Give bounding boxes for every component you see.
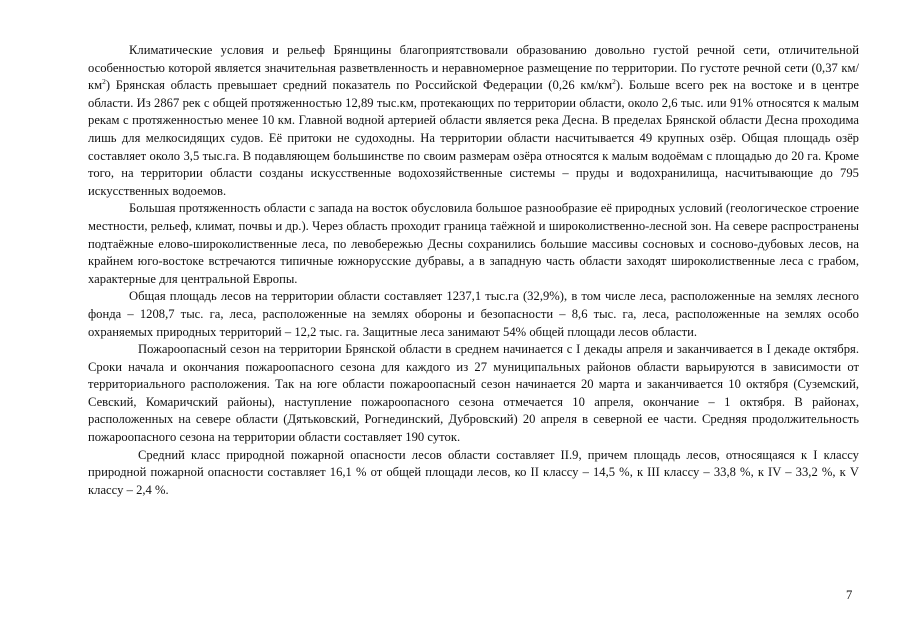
document-body [88,42,859,499]
paragraph-fire-season: Пожароопасный сезон на территории Брянской области в среднем начинается с I декады апреля и заканчивается в I декаде октября. Сроки начала и окончания пожароопасного сезона для каждого из 27 муниципальных районов области варьируются в зависимости от территориального расположения. Так на юге области пожароопасный сезон начинается 20 марта и заканчивается 10 октября (Суземский, Севский, Комаричский районы), наступление пожароопасного сезона отмечается 10 апреля, окончание – 1 октября. В районах, расположенных на севере области (Дятьковский, Рогнединский, Дубровский) 20 апреля в северной ее части. Средняя продолжительность пожароопасного сезона на территории области составляет 190 суток. [88,342,859,445]
superscript: 2 [102,77,106,87]
paragraph-forest-area: Общая площадь лесов на территории области составляет 1237,1 тыс.га (32,9%), в том числе леса, расположенные на землях лесного фонда – 1208,7 тыс. га, леса, расположенные на землях обороны и безопасности – 8,6 тыс. га, леса, расположенные на землях особо охраняемых природных территорий – 12,2 тыс. га. Защитные леса занимают 54% общей площади лесов области. [88,289,859,339]
paragraph-rivers: Климатические условия и рельеф Брянщины благоприятствовали образованию довольно густой речной сети, отличительной особенностью которой является значительная разветвленность и неравномерное размещение по территории. По густоте речной сети (0,37 $км/км^2$) Брянская область превышает средний показатель по Российской Федерации (0,26 $км/км^2$). Больше всего рек на востоке и в центре области. Из 2867 рек с общей протяженностью 12,89 тыс.км, протекающих по территории области, около 2,6 тыс. или 91% относятся к малым рекам с протяженностью менее 10 км. Главной водной артерией области является река Десна. В пределах Брянской области Десна проходима лишь для мелкосидящих судов. Её притоки не судоходны. На территории области насчитывается 49 крупных озёр. Общая площадь озёр составляет около 3,5 тыс.га. В подавляющем большинстве по своим размерам озёра относятся к малым водоёмам с площадью до 20 га. Кроме того, на территории области созданы искусственные водохозяйственные системы – пруды и водохранилища, насчитывающие до 795 искусственных водоемов. [88,43,859,198]
paragraph-fire-danger-class: Средний класс природной пожарной опасности лесов области составляет II.9, причем площадь лесов, относящаяся к I классу природной пожарной опасности составляет 16,1 % от общей площади лесов, ко II классу – 14,5 %, к III классу – 33,8 %, к IV – 33,2 %, к V классу – 2,4 %. [88,447,859,497]
superscript: 2 [612,77,616,87]
paragraph-natural-conditions: Большая протяженность области с запада на восток обусловила большое разнообразие её природных условий (геологическое строение местности, рельеф, климат, почвы и др.). Через область проходит граница таёжной и широколиственно-лесной зон. На севере распространены подтаёжные елово-широколиственные леса, по левобережью Десны сохранились большие массивы сосновых и сосново-дубовых лесов, на крайнем юго-востоке встречаются типичные южнорусские дубравы, а в западную часть области заходят широколиственные леса с грабом, характерные для центральной Европы. [88,201,859,286]
page-number: 7 [846,588,853,602]
